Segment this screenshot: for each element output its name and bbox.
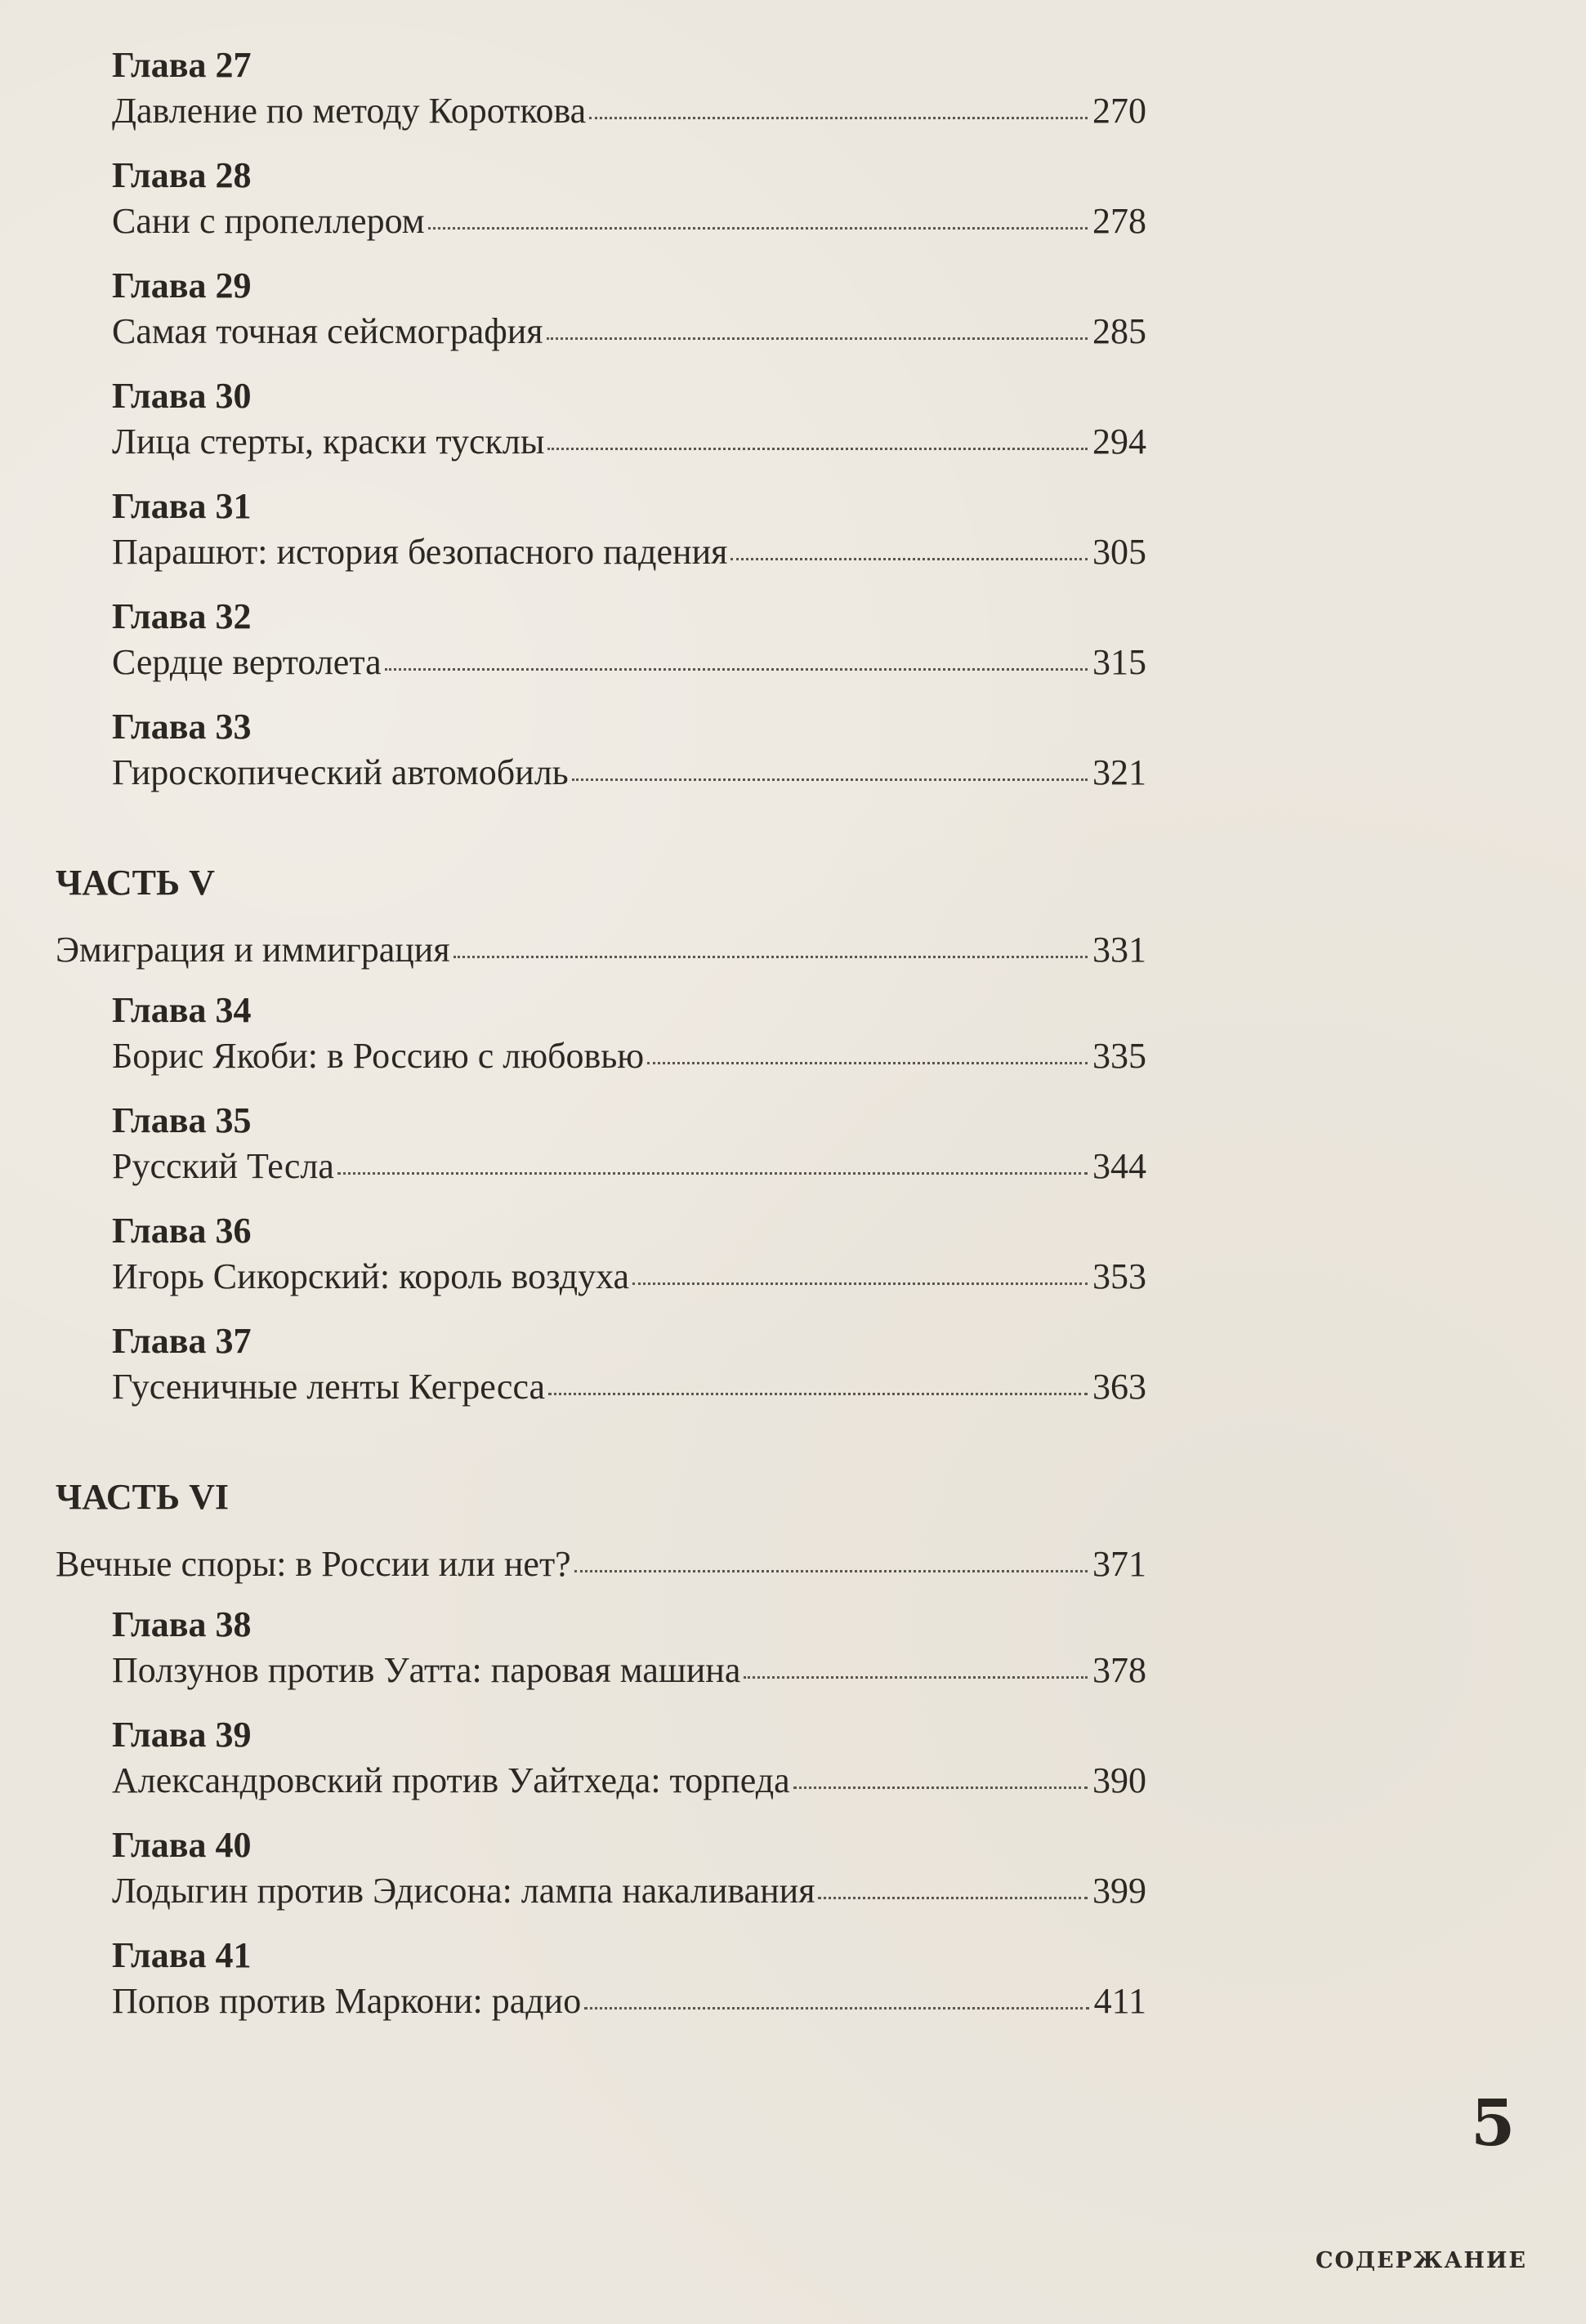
entry-title: Самая точная сейсмография [112,311,543,351]
entry-title: Гироскопический автомобиль [112,752,569,792]
toc-chapter [56,594,1146,704]
dot-leader [574,1570,1088,1572]
entry-page-number: 285 [1092,311,1146,351]
toc-entry[interactable] [112,529,1146,594]
dot-leader [547,337,1088,340]
part-intro-entry[interactable] [56,927,1146,988]
toc-chapter [56,1822,1146,1933]
toc-entry[interactable] [112,419,1146,484]
entry-page-number: 305 [1092,532,1146,572]
dot-leader [547,448,1088,450]
toc-entry[interactable] [112,750,1146,814]
entry-page-number: 331 [1092,930,1146,970]
entry-page-number: 353 [1092,1256,1146,1296]
chapter-label: Глава 30 [112,376,252,416]
chapter-label: Глава 35 [112,1100,252,1140]
entry-title: Лица стерты, краски тусклы [112,422,545,462]
part-heading: ЧАСТЬ VI [56,1477,229,1517]
toc-entry[interactable] [112,309,1146,373]
dot-leader [548,1393,1088,1395]
running-head: СОДЕРЖАНИЕ [1316,2248,1527,2273]
entry-title: Парашют: история безопасного падения [112,532,728,572]
entry-page-number: 378 [1092,1650,1146,1690]
toc-chapter [56,373,1146,484]
toc-chapter [56,1712,1146,1822]
toc-entry[interactable] [112,1254,1146,1318]
chapter-label: Глава 32 [112,596,252,636]
dot-leader [818,1897,1088,1899]
chapter-label: Глава 37 [112,1321,252,1361]
entry-page-number: 278 [1092,201,1146,241]
toc-entry[interactable] [112,1758,1146,1822]
toc-chapter [56,988,1146,1098]
toc-entry[interactable] [112,1033,1146,1098]
dot-leader [730,558,1088,560]
part-intro-entry[interactable] [56,1541,1146,1602]
toc-chapter [56,1098,1146,1208]
toc-entry[interactable] [112,1648,1146,1712]
chapter-label: Глава 36 [112,1211,252,1251]
entry-title: Давление по методу Короткова [112,91,587,131]
toc-chapter [56,1208,1146,1318]
toc-chapter [56,484,1146,594]
entry-page-number: 399 [1092,1871,1146,1911]
page-number: 5 [1471,2086,1516,2161]
entry-title: Лодыгин против Эдисона: лампа накаливания [112,1871,815,1911]
entry-title: Сердце вертолета [112,642,382,682]
toc-chapter [56,1933,1146,2043]
dot-leader [632,1282,1088,1285]
dot-leader [453,956,1088,958]
entry-title: Попов против Маркони: радио [112,1981,582,2021]
chapter-label: Глава 27 [112,45,252,85]
toc-chapter [56,42,1146,153]
dot-leader [572,778,1088,781]
entry-title: Александровский против Уайтхеда: торпеда [112,1760,790,1800]
entry-page-number: 390 [1092,1760,1146,1800]
toc-chapter [56,1602,1146,1712]
entry-title: Вечные споры: в России или нет? [56,1544,571,1584]
dot-leader [589,117,1088,119]
chapter-label: Глава 33 [112,707,252,747]
chapter-label: Глава 41 [112,1935,252,1975]
entry-page-number: 335 [1092,1036,1146,1076]
toc-chapter [56,263,1146,373]
toc-entry[interactable] [112,640,1146,704]
entry-title: Ползунов против Уатта: паровая машина [112,1650,741,1690]
chapter-label: Глава 34 [112,990,252,1030]
entry-page-number: 294 [1092,422,1146,462]
entry-page-number: 344 [1092,1146,1146,1186]
entry-page-number: 270 [1092,91,1146,131]
dot-leader [793,1786,1088,1789]
toc-chapter [56,1318,1146,1429]
chapter-label: Глава 29 [112,265,252,306]
toc-chapter [56,153,1146,263]
entry-title: Гусеничные ленты Кегресса [112,1367,546,1407]
toc-entry[interactable] [112,1868,1146,1933]
dot-leader [337,1172,1088,1175]
toc-entry[interactable] [112,88,1146,153]
dot-leader [385,668,1088,671]
entry-page-number: 363 [1092,1367,1146,1407]
toc-entry[interactable] [112,1364,1146,1429]
toc-part-5 [56,860,1146,1429]
dot-leader [647,1062,1088,1064]
chapter-label: Глава 38 [112,1604,252,1644]
chapter-label: Глава 40 [112,1825,252,1865]
entry-title: Сани с пропеллером [112,201,425,241]
entry-title: Русский Тесла [112,1146,334,1186]
chapter-label: Глава 31 [112,486,252,526]
toc-part-6 [56,1474,1146,2043]
entry-page-number: 371 [1092,1544,1146,1584]
entry-title: Эмиграция и иммиграция [56,930,450,970]
toc-entry[interactable] [112,1978,1146,2043]
chapter-label: Глава 28 [112,155,252,195]
part-heading: ЧАСТЬ V [56,863,215,903]
dot-leader [584,2007,1088,2010]
entry-page-number: 411 [1093,1981,1146,2021]
toc-chapter [56,704,1146,814]
dot-leader [428,227,1088,230]
entry-title: Игорь Сикорский: король воздуха [112,1256,630,1296]
entry-page-number: 321 [1092,752,1146,792]
table-of-contents [56,42,1146,2043]
dot-leader [744,1676,1088,1679]
toc-entry[interactable] [112,1144,1146,1208]
chapter-label: Глава 39 [112,1715,252,1755]
toc-entry[interactable] [112,198,1146,263]
entry-page-number: 315 [1092,642,1146,682]
entry-title: Борис Якоби: в Россию с любовью [112,1036,645,1076]
